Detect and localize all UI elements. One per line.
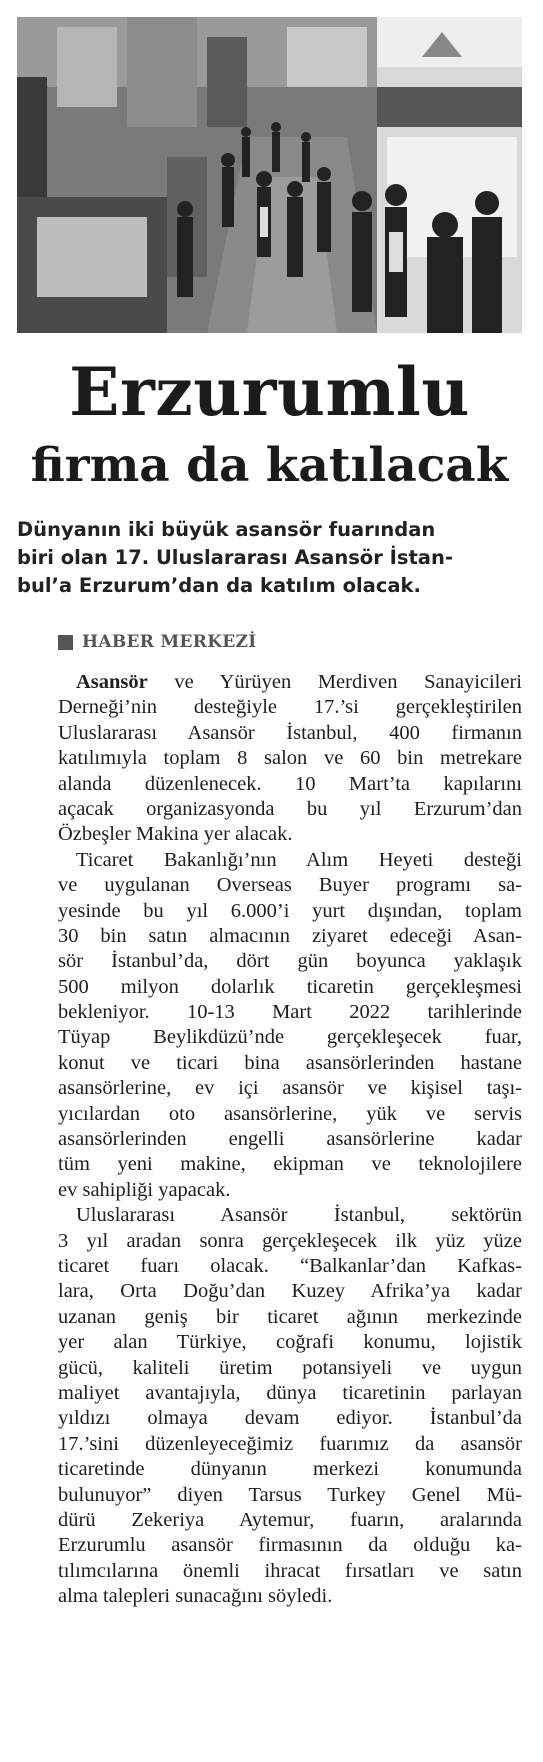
fair-hall-photo-graphic	[17, 17, 522, 333]
body-line: sör İstanbul’da, dört gün boyunca yaklaşık	[58, 950, 522, 973]
first-line-rest: ve Yürüyen Merdiven Sanayicileri	[147, 671, 522, 693]
body-line: ticaretinde dünyanın merkezi konumunda	[58, 1458, 522, 1481]
lede-line: Dünyanın iki büyük asansör fuarından	[17, 518, 436, 541]
body-line: Uluslararası Asansör İstanbul, sektörün	[76, 1204, 522, 1227]
body-line: 17.’sini düzenleyeceğimiz fuarımız da asansör	[58, 1432, 522, 1455]
body-line: uzanan geniş bir ticaret ağının merkezinde	[58, 1305, 522, 1328]
body-line: ev sahipliği yapacak.	[58, 1178, 231, 1201]
body-line: yer alan Türkiye, coğrafi konumu, lojistik	[58, 1331, 522, 1354]
body-line: Uluslararası Asansör İstanbul, 400 firmanın	[58, 721, 522, 744]
body-line: alma talepleri sunacağını söyledi.	[58, 1585, 333, 1608]
body-line: tılımcılarına önemli ihracat fırsatları ve satın	[58, 1559, 522, 1582]
headline-line-2: firma da katılacak	[30, 438, 509, 493]
article-body	[58, 670, 522, 1609]
body-line: lara, Orta Doğu’dan Kuzey Afrika’ya kadar	[58, 1280, 522, 1303]
lead-word: Asansör	[76, 671, 148, 693]
body-line: asansörlerine, ev içi asansör ve kişisel taşı-	[58, 1077, 522, 1100]
byline	[58, 629, 257, 655]
body-line: 500 milyon dolarlık ticaretin gerçekleşmesi	[58, 975, 522, 998]
lede-line: biri olan 17. Uluslararası Asansör İstan-	[17, 546, 453, 569]
body-line: asansörlerinden engelli asansörlerine kadar	[58, 1128, 522, 1151]
body-line: 30 bin satın almacının ziyaret edeceği Asan-	[58, 924, 522, 947]
body-line: yıcılardan oto asansörlerine, yük ve servis	[58, 1102, 522, 1125]
lede	[17, 516, 522, 600]
body-line: Tüyap Beylikdüzü’nde gerçekleşecek fuar,	[58, 1026, 522, 1049]
body-line: tüm yeni makine, ekipman ve teknolojilere	[58, 1153, 522, 1176]
headline-line-1: Erzurumlu	[69, 353, 470, 431]
body-line: ve uygulanan Overseas Buyer programı sa-	[58, 874, 522, 897]
byline-text: HABER MERKEZİ	[82, 632, 257, 652]
body-line: Erzurumlu asansör firmasının da olduğu ka-	[58, 1534, 522, 1557]
body-line: katılımıyla toplam 8 salon ve 60 bin metrekare	[58, 747, 522, 770]
byline-square-icon	[58, 635, 73, 650]
body-line	[58, 670, 522, 695]
body-line: dürü Zekeriya Aytemur, fuarın, aralarında	[58, 1508, 522, 1531]
body-line: Özbeşler Makina yer alacak.	[58, 823, 293, 846]
body-line: alanda düzenlenecek. 10 Mart’ta kapılarını	[58, 772, 522, 795]
body-line: bulunuyor” diyen Tarsus Turkey Genel Mü-	[58, 1483, 522, 1506]
body-line: gücü, kaliteli üretim potansiyeli ve uygun	[58, 1356, 522, 1379]
body-line: konut ve ticari bina asansörlerinden hastane	[58, 1051, 522, 1074]
body-line: Ticaret Bakanlığı’nın Alım Heyeti desteği	[76, 848, 522, 871]
body-line: yıldızı olmaya devam ediyor. İstanbul’da	[58, 1407, 522, 1430]
fair-hall-photo	[17, 17, 522, 333]
body-line: açacak organizasyonda bu yıl Erzurum’dan	[58, 797, 522, 820]
body-line: bekleniyor. 10-13 Mart 2022 tarihlerinde	[58, 1001, 522, 1024]
body-line: Derneği’nin desteğiyle 17.’si gerçekleştirilen	[58, 696, 522, 719]
lede-line: bul’a Erzurum’dan da katılım olacak.	[17, 574, 421, 597]
body-line: 3 yıl aradan sonra gerçekleşecek ilk yüz yüze	[58, 1229, 522, 1252]
body-line: yesinde bu yıl 6.000’i yurt dışından, toplam	[58, 899, 522, 922]
body-line: ticaret fuarı olacak. “Balkanlar’dan Kafkas-	[58, 1254, 522, 1277]
body-line: maliyet avantajıyla, dünya ticaretinin parlayan	[58, 1381, 522, 1404]
